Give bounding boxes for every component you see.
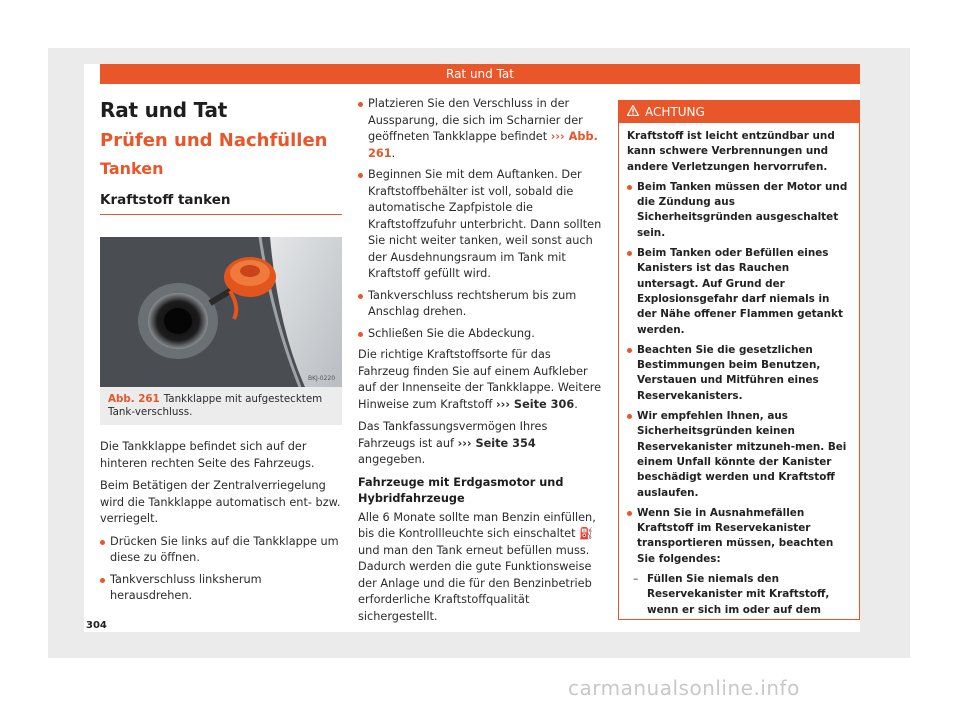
figure-code: BKJ-0220 bbox=[308, 375, 336, 382]
paragraph: Die Tankklappe befindet sich auf der hinteren rechten Seite des Fahrzeugs. bbox=[100, 440, 315, 470]
list-item: Platzieren Sie den Verschluss in der Aussparung, die sich im Scharnier der geöffneten Tankklappe befindet ››› Abb. 261. bbox=[358, 96, 602, 162]
warning-triangle-icon bbox=[627, 101, 639, 123]
paragraph-text: Das Tankfassungsvermögen Ihres Fahrzeugs ist auf bbox=[358, 420, 548, 450]
left-column bbox=[100, 96, 342, 610]
list-item: Tankverschluss linksherum herausdrehen. bbox=[100, 572, 342, 605]
paragraph: Die richtige Kraftstoffsorte für das Fahrzeug finden Sie auf einem Aufkleber auf der Innenseite der Tankklappe. Weitere Hinweise zum Kraftstoff ››› Seite 306. bbox=[358, 348, 602, 411]
topic-title: Kraftstoff tanken bbox=[100, 192, 342, 216]
page-number: 304 bbox=[86, 620, 107, 631]
page-link[interactable]: ››› Seite 306 bbox=[496, 397, 575, 411]
warning-intro: Kraftstoff ist leicht entzündbar und kann schwere Verbrennungen und andere Verletzungen hervorrufen. bbox=[627, 130, 835, 173]
header-bar: Rat und Tat bbox=[100, 64, 860, 84]
paragraph: Beim Betätigen der Zentralverriegelung wird die Tankklappe automatisch ent- bzw. verriegelt. bbox=[100, 479, 341, 525]
warning-item: Beim Tanken müssen der Motor und die Zündung aus Sicherheitsgründen ausgeschaltet sein. bbox=[627, 180, 851, 241]
warning-item: Wir empfehlen Ihnen, aus Sicherheitsgründen keinen Reservekanister mitzuneh-men. Bei einem Unfall könnte der Kanister beschädigt werden und Kraftstoff auslaufen. bbox=[627, 409, 851, 501]
list-item: Beginnen Sie mit dem Auftanken. Der Kraftstoffbehälter ist voll, sobald die automatische Zapfpistole die Kraftstoffzufuhr unterbricht. Dann sollten Sie nicht weiter tanken, weil sonst auch der Ausdehnungsraum im Tank mit Kraftstoff gefüllt wird. bbox=[358, 167, 602, 283]
paragraph: Alle 6 Monate sollte man Benzin einfüllen, bis die Kontrollleuchte sich einschaltet ⛽ und man den Tank erneut befüllen muss. Dadurch werden die gute Funktionsweise der Anlage und die für den Benzinbetrieb erforderliche Kraftstoffqualität sichergestellt. bbox=[358, 510, 596, 623]
paragraph bbox=[358, 419, 602, 469]
middle-column bbox=[358, 96, 602, 631]
list-item: Tankverschluss rechtsherum bis zum Anschlag drehen. bbox=[358, 288, 602, 321]
fuel-cap-illustration bbox=[100, 237, 342, 387]
page-link[interactable]: ››› Seite 354 bbox=[457, 436, 536, 450]
list-item: Drücken Sie links auf die Tankklappe um diese zu öffnen. bbox=[100, 534, 342, 567]
warning-subitem: – Füllen Sie niemals den Reservekanister mit Kraftstoff, wenn er sich im oder auf dem bbox=[627, 572, 851, 620]
watermark: carmanualsonline.info bbox=[568, 676, 800, 700]
warning-item: Beachten Sie die gesetzlichen Bestimmungen beim Benutzen, Verstauen und Mitführen eines Reservekanisters. bbox=[627, 343, 851, 404]
warning-item: Wenn Sie in Ausnahmefällen Kraftstoff im Reservekanister transportieren müssen, beachten Sie folgendes: bbox=[627, 506, 851, 567]
warning-title: ACHTUNG bbox=[645, 105, 705, 119]
list-item-text: Platzieren Sie den Verschluss in der Aussparung, die sich im Scharnier der geöffneten Tankklappe befindet bbox=[368, 97, 583, 143]
paragraph-text: Die richtige Kraftstoffsorte für das Fahrzeug finden Sie auf einem Aufkleber auf der Innenseite der Tankklappe. Weitere Hinweise zum Kraftstoff bbox=[358, 348, 602, 411]
section-title: Prüfen und Nachfüllen bbox=[100, 129, 328, 151]
fuel-cap-photo bbox=[100, 237, 342, 387]
chapter-title: Rat und Tat bbox=[100, 98, 228, 122]
warning-box bbox=[618, 100, 860, 620]
warning-item: Beim Tanken oder Befüllen eines Kanisters ist das Rauchen untersagt. Auf Grund der Explosionsgefahr darf niemals in der Nähe offener Flammen getankt werden. bbox=[627, 246, 851, 338]
figure-label: Abb. 261 bbox=[108, 393, 160, 405]
figure-link[interactable]: ››› Abb. 261 bbox=[368, 130, 598, 160]
paragraph-text: angegeben. bbox=[358, 453, 426, 466]
subheading: Fahrzeuge mit Erdgasmotor und Hybridfahrzeuge bbox=[358, 475, 564, 505]
subsection-title: Tanken bbox=[100, 159, 164, 178]
figure-caption bbox=[100, 387, 342, 425]
warning-header bbox=[619, 101, 859, 123]
list-item: Schließen Sie die Abdeckung. bbox=[358, 326, 602, 343]
warning-body bbox=[619, 123, 859, 620]
figure-caption-text: Tankklappe mit aufgestecktem Tank-verschluss. bbox=[108, 393, 323, 418]
